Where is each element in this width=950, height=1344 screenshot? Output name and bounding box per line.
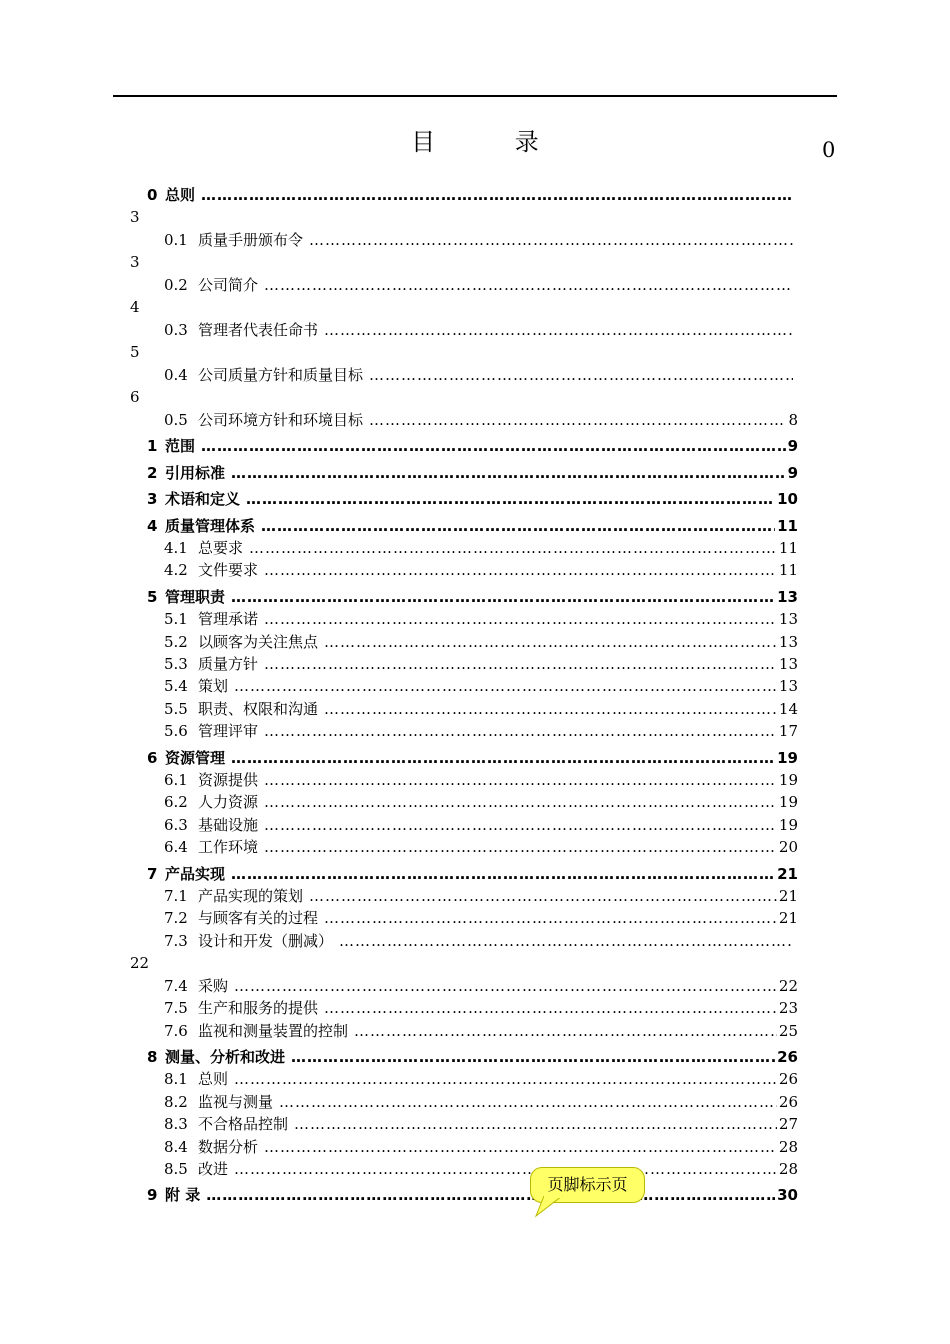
toc-entry[interactable] [164, 561, 798, 579]
toc-entry-page: 13 [778, 632, 798, 651]
toc-entry-page: 4 [130, 298, 140, 316]
toc-leader-dots [264, 838, 777, 856]
toc-entry-number: 5.5 [164, 699, 188, 718]
toc-entry-number: 6.2 [164, 793, 188, 812]
toc-leader-dots [354, 1022, 777, 1040]
toc-leader-dots [234, 677, 777, 695]
toc-entry[interactable] [164, 655, 798, 673]
toc-entry[interactable] [164, 539, 798, 557]
toc-entry-page: 13 [778, 677, 798, 696]
toc-entry[interactable] [164, 887, 798, 905]
toc-entry-page: 21 [778, 887, 798, 905]
toc-entry-number: 5.2 [164, 632, 188, 651]
toc-entry-number: 0 [147, 186, 158, 204]
toc-leader-dots [201, 437, 786, 455]
toc-leader-dots [234, 1160, 777, 1178]
toc-entry[interactable] [164, 793, 798, 811]
toc-leader-dots [234, 977, 777, 995]
toc-leader-dots [324, 633, 777, 651]
toc-entry-title: 管理评审 [198, 722, 259, 741]
toc-entry-number: 6.1 [164, 771, 188, 789]
toc-entry-page: 19 [778, 793, 798, 812]
toc-entry-page: 11 [778, 539, 798, 557]
toc-entry-number: 6 [147, 748, 158, 767]
toc-entry-number: 7.6 [164, 1021, 188, 1040]
toc-entry[interactable] [164, 1070, 798, 1088]
toc-leader-dots [231, 464, 786, 482]
toc-entry-number: 8 [147, 1048, 158, 1066]
toc-entry[interactable] [147, 1048, 798, 1066]
toc-entry-number: 7.1 [164, 887, 188, 905]
toc-entry-title: 范围 [165, 437, 196, 456]
toc-entry-number: 8.4 [164, 1137, 188, 1156]
toc-entry[interactable] [164, 977, 798, 995]
toc-entry-page: 20 [778, 838, 798, 857]
toc-entry-title: 产品实现的策划 [198, 887, 304, 905]
toc-leader-dots [369, 411, 786, 429]
toc-entry-title: 与顾客有关的过程 [198, 909, 319, 928]
toc-entry[interactable] [164, 276, 795, 294]
toc-leader-dots [264, 610, 777, 628]
toc-entry[interactable] [147, 186, 795, 204]
toc-entry-title: 术语和定义 [165, 490, 241, 509]
toc-entry-title: 管理者代表任命书 [198, 321, 319, 339]
toc-entry[interactable] [164, 722, 798, 740]
toc-leader-dots [234, 1070, 777, 1088]
toc-entry[interactable] [164, 1138, 798, 1156]
toc-entry-page: 22 [778, 976, 798, 995]
toc-entry-title: 文件要求 [198, 561, 259, 580]
toc-entry-number: 4 [147, 516, 158, 535]
toc-entry-number: 8.1 [164, 1070, 188, 1089]
toc-leader-dots [201, 186, 793, 204]
toc-entry-page: 30 [777, 1186, 798, 1205]
toc-entry[interactable] [147, 464, 798, 482]
toc-leader-dots [264, 655, 777, 673]
toc-entry-number: 9 [147, 1186, 158, 1205]
toc-entry-number: 6.4 [164, 838, 188, 857]
toc-entry[interactable] [147, 517, 798, 535]
toc-entry-page: 19 [777, 748, 798, 767]
toc-leader-dots [369, 366, 793, 384]
toc-entry-page: 26 [778, 1092, 798, 1111]
toc-entry[interactable] [164, 771, 798, 789]
toc-entry[interactable] [147, 749, 798, 767]
toc-leader-dots [339, 932, 793, 950]
toc-leader-dots [324, 321, 793, 339]
toc-entry[interactable] [164, 1115, 798, 1133]
toc-entry-title: 策划 [198, 677, 229, 696]
toc-entry-page: 10 [777, 490, 798, 509]
toc-entry-title: 总要求 [198, 539, 244, 557]
toc-entry-page: 28 [778, 1137, 798, 1156]
toc-entry-title: 设计和开发（删减） [198, 931, 334, 950]
toc-entry-number: 5 [147, 587, 158, 606]
toc-entry-page: 11 [777, 516, 798, 535]
toc-entry[interactable] [164, 816, 798, 834]
toc-entry[interactable] [147, 865, 798, 883]
toc-entry-title: 工作环境 [198, 838, 259, 857]
toc-entry-number: 4.1 [164, 539, 188, 557]
toc-entry-page: 6 [130, 388, 140, 406]
toc-entry-number: 3 [147, 490, 158, 509]
toc-entry-title: 资源提供 [198, 771, 259, 789]
toc-leader-dots [231, 865, 775, 883]
toc-entry-number: 5.3 [164, 655, 188, 673]
toc-leader-dots [324, 999, 777, 1017]
toc-entry-number: 7.5 [164, 999, 188, 1018]
toc-entry-number: 7.3 [164, 931, 188, 950]
toc-leader-dots [261, 517, 775, 535]
toc-entry-page: 21 [778, 909, 798, 928]
toc-leader-dots [264, 276, 793, 294]
toc-leader-dots [206, 1186, 775, 1204]
toc-entry-title: 采购 [198, 976, 229, 995]
toc-entry-page: 19 [778, 771, 798, 789]
toc-entry-number: 1 [147, 437, 158, 456]
toc-entry[interactable] [164, 909, 798, 927]
toc-entry[interactable] [164, 366, 795, 384]
toc-entry-number: 2 [147, 463, 158, 482]
toc-entry-title: 职责、权限和沟通 [198, 699, 319, 718]
toc-entry[interactable] [147, 588, 798, 606]
toc-entry-title: 总则 [165, 186, 196, 204]
toc-entry-page: 5 [130, 343, 140, 361]
toc-entry-title: 质量管理体系 [165, 516, 256, 535]
toc-entry-title: 生产和服务的提供 [198, 999, 319, 1018]
toc-entry-title: 管理承诺 [198, 610, 259, 629]
header-page-number: 0 [822, 138, 836, 162]
toc-entry-number: 6.3 [164, 815, 188, 834]
toc-entry[interactable] [164, 700, 798, 718]
toc-entry-page: 8 [788, 411, 798, 429]
toc-entry-page: 13 [778, 610, 798, 629]
toc-entry-title: 不合格品控制 [198, 1115, 289, 1134]
toc-entry-title: 人力资源 [198, 793, 259, 812]
toc-entry-title: 资源管理 [165, 748, 226, 767]
toc-entry-number: 8.2 [164, 1092, 188, 1111]
toc-entry-title: 公司简介 [198, 276, 259, 294]
toc-entry-page: 27 [778, 1115, 798, 1134]
toc-entry-page: 21 [777, 864, 798, 883]
toc-leader-dots [264, 1138, 777, 1156]
toc-leader-dots [294, 1115, 777, 1133]
page-title: 目 录 [411, 128, 575, 156]
toc-leader-dots [264, 816, 777, 834]
toc-leader-dots [231, 749, 775, 767]
toc-entry-page: 19 [778, 815, 798, 834]
toc-entry-page: 13 [778, 655, 798, 673]
toc-leader-dots [264, 722, 777, 740]
toc-entry[interactable] [164, 633, 798, 651]
toc-leader-dots [291, 1048, 775, 1066]
callout-tail-icon [534, 1196, 564, 1218]
toc-entry-number: 0.1 [164, 231, 188, 249]
toc-entry-title: 测量、分析和改进 [165, 1048, 286, 1066]
toc-entry-number: 0.5 [164, 411, 188, 429]
toc-leader-dots [231, 588, 775, 606]
toc-entry-number: 8.3 [164, 1115, 188, 1134]
toc-entry[interactable] [147, 437, 798, 455]
toc-entry-title: 引用标准 [165, 463, 226, 482]
toc-entry-page: 9 [787, 437, 798, 456]
toc-entry-title: 公司质量方针和质量目标 [198, 366, 364, 384]
toc-entry-number: 5.1 [164, 610, 188, 629]
toc-entry-page: 23 [778, 999, 798, 1018]
toc-entry-page: 17 [778, 722, 798, 741]
toc-entry-page: 3 [130, 208, 140, 226]
toc-leader-dots [324, 909, 777, 927]
toc-entry[interactable] [164, 1160, 798, 1178]
toc-entry-page: 14 [778, 699, 798, 718]
toc-entry-page: 9 [787, 463, 798, 482]
toc-entry-number: 8.5 [164, 1160, 188, 1178]
toc-entry-number: 5.6 [164, 722, 188, 741]
toc-entry-page: 13 [777, 587, 798, 606]
toc-entry[interactable] [164, 411, 798, 429]
toc-entry-title: 附 录 [165, 1186, 201, 1205]
toc-entry[interactable] [164, 1022, 798, 1040]
toc-entry[interactable] [147, 1186, 798, 1204]
toc-entry-page: 28 [778, 1160, 798, 1178]
toc-entry-title: 基础设施 [198, 815, 259, 834]
toc-entry-title: 监视与测量 [198, 1092, 274, 1111]
toc-entry[interactable] [164, 838, 798, 856]
toc-entry-title: 产品实现 [165, 864, 226, 883]
toc-leader-dots [264, 793, 777, 811]
toc-leader-dots [264, 561, 777, 579]
toc-leader-dots [249, 539, 777, 557]
toc-entry[interactable] [164, 231, 795, 249]
toc-entry-title: 公司环境方针和环境目标 [198, 411, 364, 429]
toc-entry-number: 0.2 [164, 276, 188, 294]
toc-leader-dots [264, 771, 777, 789]
toc-entry-title: 监视和测量装置的控制 [198, 1021, 349, 1040]
toc-entry-number: 0.4 [164, 366, 188, 384]
toc-entry-page: 3 [130, 253, 140, 271]
toc-entry-title: 数据分析 [198, 1137, 259, 1156]
toc-leader-dots [309, 231, 793, 249]
toc-entry-title: 质量方针 [198, 655, 259, 673]
toc-entry-page: 26 [777, 1048, 798, 1066]
toc-entry-title: 改进 [198, 1160, 229, 1178]
toc-entry[interactable] [164, 1093, 798, 1111]
toc-entry-page: 11 [778, 561, 798, 580]
toc-entry-title: 管理职责 [165, 587, 226, 606]
toc-entry[interactable] [164, 610, 798, 628]
toc-entry[interactable] [147, 490, 798, 508]
toc-leader-dots [324, 700, 777, 718]
toc-entry-title: 质量手册颁布令 [198, 231, 304, 249]
toc-leader-dots [309, 887, 777, 905]
toc-entry-number: 0.3 [164, 321, 188, 339]
toc-entry-page: 26 [778, 1070, 798, 1089]
toc-entry[interactable] [164, 932, 795, 950]
toc-entry-number: 5.4 [164, 677, 188, 696]
toc-entry-title: 以顾客为关注焦点 [198, 632, 319, 651]
toc-entry-number: 7 [147, 864, 158, 883]
toc-entry-number: 4.2 [164, 561, 188, 580]
toc-leader-dots [246, 490, 775, 508]
toc-entry[interactable] [164, 677, 798, 695]
toc-entry-number: 7.2 [164, 909, 188, 928]
toc-leader-dots [279, 1093, 777, 1111]
footer-callout: 页脚标示页 [530, 1167, 645, 1203]
toc-entry[interactable] [164, 321, 795, 339]
toc-entry[interactable] [164, 999, 798, 1017]
toc-entry-number: 7.4 [164, 976, 188, 995]
toc-entry-page: 22 [130, 953, 150, 972]
toc-entry-title: 总则 [198, 1070, 229, 1089]
toc-entry-page: 25 [778, 1021, 798, 1040]
